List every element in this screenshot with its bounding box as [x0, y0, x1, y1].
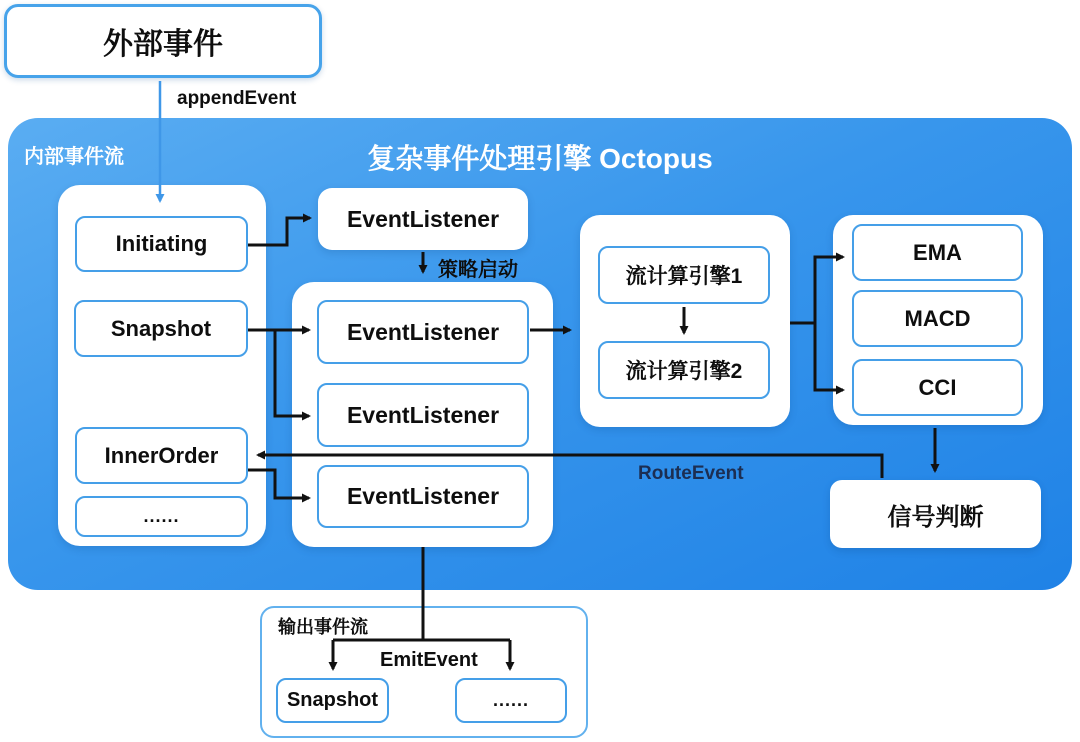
node-top-eventlistener-label: EventListener: [346, 205, 500, 232]
node-macd-label: MACD: [904, 305, 971, 331]
node-stream-engine-1: [598, 246, 770, 304]
node-stream-engine-1-label: 流计算引擎1: [625, 265, 743, 288]
node-stream-engine-2: [598, 341, 770, 399]
node-eventlistener-3: [317, 465, 529, 528]
node-cci: [852, 359, 1023, 416]
node-internal-ellipsis: [75, 496, 248, 537]
node-eventlistener-1-label: EventListener: [346, 318, 500, 345]
output-stream-label: 输出事件流: [278, 617, 368, 637]
strategy-start-label: 策略启动: [438, 259, 518, 281]
node-initiating: [75, 216, 248, 272]
node-innerorder-label: InnerOrder: [104, 442, 219, 468]
node-output-ellipsis-label: ......: [492, 690, 529, 710]
node-eventlistener-2-label: EventListener: [346, 401, 500, 428]
engine-title: 复杂事件处理引擎 Octopus: [367, 143, 713, 174]
node-stream-engine-2-label: 流计算引擎2: [625, 360, 743, 383]
node-macd: [852, 290, 1023, 347]
emit-event-label: EmitEvent: [380, 649, 478, 671]
internal-stream-label: 内部事件流: [24, 146, 124, 168]
node-snapshot: [74, 300, 248, 357]
external-event-node: [4, 4, 322, 78]
node-signal-judge: [830, 480, 1041, 548]
node-output-ellipsis: [455, 678, 567, 723]
route-event-label: RouteEvent: [638, 463, 744, 484]
node-eventlistener-1: [317, 300, 529, 364]
node-ema-label: EMA: [913, 239, 962, 265]
node-ema: [852, 224, 1023, 281]
node-internal-ellipsis-label: ......: [143, 506, 180, 526]
node-innerorder: [75, 427, 248, 484]
external-event-label: 外部事件: [103, 28, 223, 61]
node-cci-label: CCI: [918, 374, 957, 400]
node-snapshot-label: Snapshot: [110, 315, 212, 341]
node-eventlistener-2: [317, 383, 529, 447]
node-eventlistener-3-label: EventListener: [346, 483, 500, 509]
append-event-label: appendEvent: [177, 88, 297, 109]
node-signal-judge-label: 信号判断: [887, 503, 984, 531]
node-top-eventlistener: [318, 188, 528, 250]
node-initiating-label: Initiating: [115, 231, 208, 256]
node-output-snapshot: [276, 678, 389, 723]
node-output-snapshot-label: Snapshot: [286, 689, 379, 711]
